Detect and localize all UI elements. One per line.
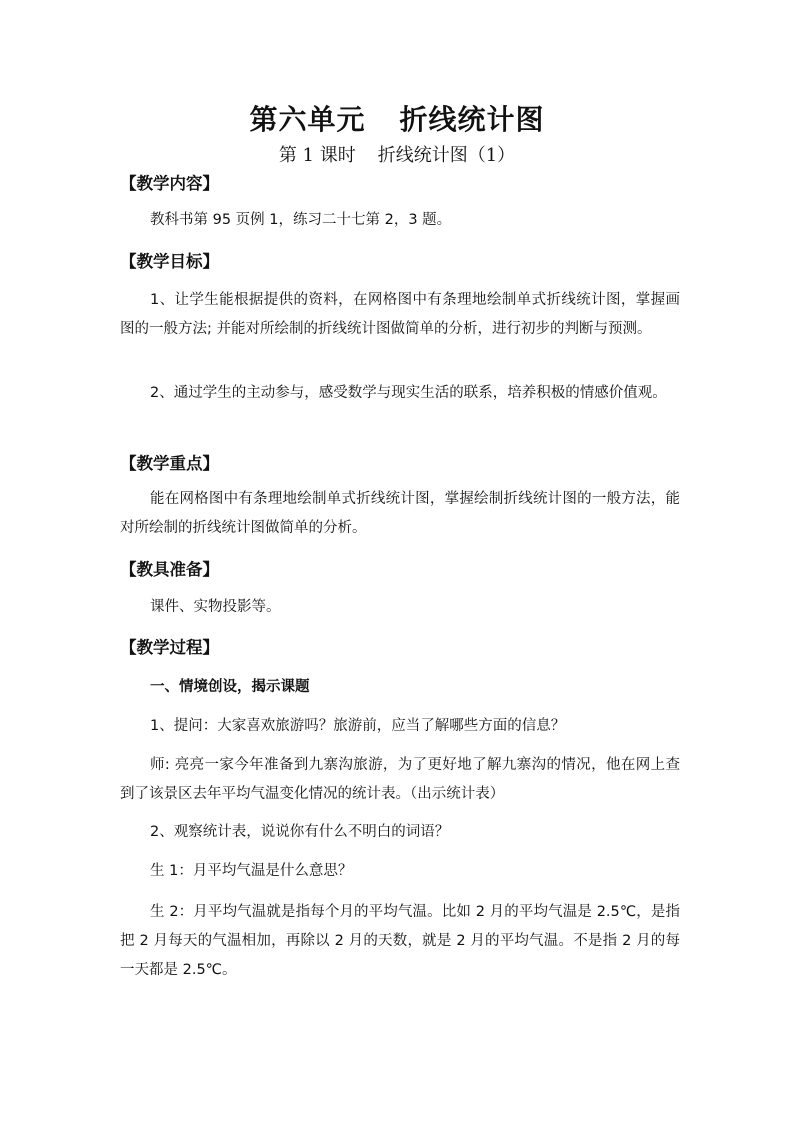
document-title	[0, 98, 794, 138]
teaching-focus-text: 能在网格图中有条理地绘制单式折线统计图，掌握绘制折线统计图的一般方法，能对所绘制的折线统计图做简单的分析。	[120, 491, 680, 536]
step-1-heading: 一、情境创设，揭示课题	[150, 679, 310, 695]
heading-teaching-aids: 【教具准备】	[120, 560, 219, 579]
paragraph-student-2: 生 2：月平均气温就是指每个月的平均气温。比如 2 月的平均气温是 2.5℃，是指把 2 月每天的气温相加，再除以 2 月的天数，就是 2 月的平均气温。不是指 2 月的每一天都是 2.5℃。	[120, 904, 680, 978]
heading-teaching-content: 【教学内容】	[120, 174, 219, 193]
lesson-number: 第 1 课时	[278, 145, 356, 166]
heading-teaching-process: 【教学过程】	[120, 638, 219, 657]
teaching-content-text: 教科书第 95 页例 1，练习二十七第 2，3 题。	[150, 212, 452, 228]
unit-topic: 折线统计图	[399, 103, 545, 136]
goal-2-text: 2、通过学生的主动参与，感受数学与现实生活的联系，培养积极的情感价值观。	[150, 385, 667, 401]
unit-label: 第六单元	[249, 103, 366, 136]
paragraph-teacher: 师: 亮亮一家今年准备到九寨沟旅游，为了更好地了解九寨沟的情况，他在网上查到了该景区去年平均气温变化情况的统计表。（出示统计表）	[120, 757, 680, 802]
goal-1-text: 1、让学生能根据提供的资料，在网格图中有条理地绘制单式折线统计图，掌握画图的一般方法; 并能对所绘制的折线统计图做简单的分析，进行初步的判断与预测。	[120, 292, 680, 337]
heading-teaching-goals: 【教学目标】	[120, 252, 219, 271]
teaching-aids-text: 课件、实物投影等。	[150, 599, 281, 615]
lesson-subtitle	[0, 141, 794, 167]
paragraph-question: 1、提问：大家喜欢旅游吗？旅游前，应当了解哪些方面的信息？	[150, 718, 566, 734]
lesson-topic: 折线统计图（1）	[377, 145, 516, 166]
heading-teaching-focus: 【教学重点】	[120, 454, 219, 473]
paragraph-observe: 2、观察统计表，说说你有什么不明白的词语？	[150, 824, 450, 840]
paragraph-student-1: 生 1：月平均气温是什么意思？	[150, 863, 353, 879]
